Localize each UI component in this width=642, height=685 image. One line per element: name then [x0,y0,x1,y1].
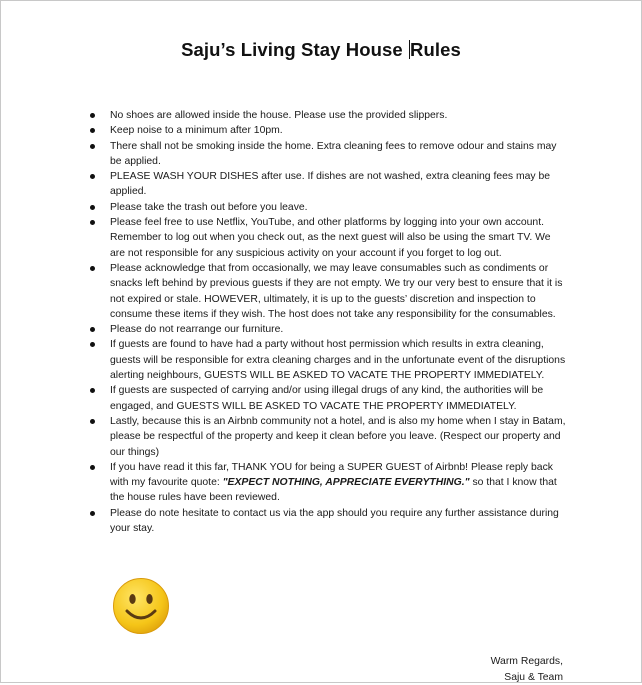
signoff-block [491,654,563,685]
rule-text: Lastly, because this is an Airbnb community not a hotel, and is also my home when I stay in Batam, please be respectful of the property and keep it clean before you leave. (Respect our property and our things) [110,416,566,458]
bullet-icon [90,327,95,332]
bullet-icon [90,388,95,393]
rule-text-end: so that I know that the house rules have been reviewed. [110,477,557,503]
bullet-icon [90,205,95,210]
bullet-icon [90,144,95,149]
list-item [88,261,568,322]
house-rules-list [88,108,568,536]
list-item [88,337,568,383]
rule-text: Please acknowledge that from occasionally, we may leave consumables such as condiments or snacks left behind by previous guests if they are not empty. We try our very best to ensure that it is not expired or stale. HOWEVER, ultimately, it is up to the guests’ discretion and inspection to consume these items if they wish. The host does not take any responsibility for the consumables. [110,263,562,320]
list-item [88,200,568,215]
smiling-face-icon [112,577,170,635]
title-text-end: Rules [410,39,461,60]
title-text: Saju’s Living Stay House [181,39,408,60]
page-title [1,39,641,61]
rule-text: If you have read it this far, THANK YOU for being a SUPER GUEST of Airbnb! Please reply back with my favourite quote: [110,462,553,488]
list-item [88,383,568,414]
bullet-icon [90,220,95,225]
rule-text: Keep noise to a minimum after 10pm. [110,125,283,136]
bullet-icon [90,511,95,516]
bullet-icon [90,419,95,424]
list-item-superguest [88,460,568,506]
list-item [88,322,568,337]
rule-text: Please do not rearrange our furniture. [110,324,283,335]
list-item [88,506,568,537]
rule-text: Please feel free to use Netflix, YouTube, and other platforms by logging into your own account. Remember to log out when you check out, as the next guest will also be using the smart TV. We are not responsible for any suspicious activity on your account if you forget to log out. [110,217,551,259]
rule-text: Please do note hesitate to contact us via the app should you require any further assistance during your stay. [110,508,559,534]
rule-text: There shall not be smoking inside the home. Extra cleaning fees to remove odour and stains may be applied. [110,141,556,167]
signoff-signature: Saju & Team [491,670,563,685]
bullet-icon [90,174,95,179]
bullet-icon [90,128,95,133]
bullet-icon [90,266,95,271]
list-item [88,169,568,200]
favourite-quote: "EXPECT NOTHING, APPRECIATE EVERYTHING." [223,477,470,488]
list-item [88,414,568,460]
rule-text: PLEASE WASH YOUR DISHES after use. If dishes are not washed, extra cleaning fees may be applied. [110,171,550,197]
signoff-greeting: Warm Regards, [491,654,563,670]
list-item [88,108,568,123]
bullet-icon [90,342,95,347]
rule-text: If guests are found to have had a party without host permission which results in extra cleaning, guests will be responsible for extra cleaning charges and in the unfortunate event of the disruptions alerting neighbours, GUESTS WILL BE ASKED TO VACATE THE PROPERTY IMMEDIATELY. [110,339,565,381]
list-item [88,215,568,261]
bullet-icon [90,465,95,470]
rule-text: Please take the trash out before you leave. [110,202,308,213]
bullet-icon [90,113,95,118]
rule-text: No shoes are allowed inside the house. Please use the provided slippers. [110,110,447,121]
rule-text: If guests are suspected of carrying and/or using illegal drugs of any kind, the authorities will be engaged, and GUESTS WILL BE ASKED TO VACATE THE PROPERTY IMMEDIATELY. [110,385,543,411]
list-item [88,123,568,138]
list-item [88,139,568,170]
